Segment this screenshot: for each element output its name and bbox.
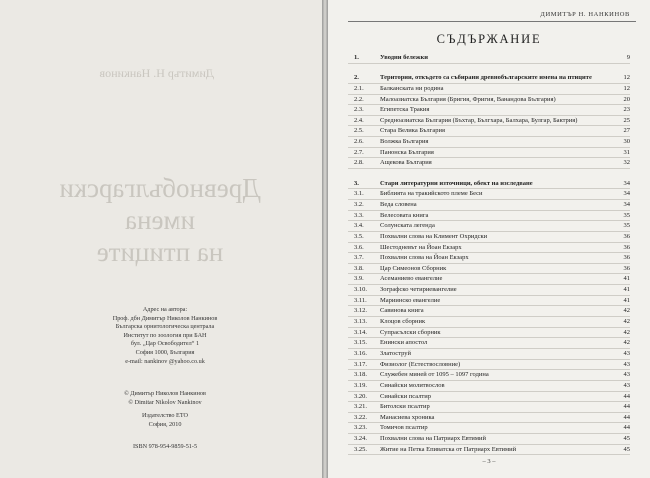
toc-row — [348, 338, 630, 349]
toc-number: 3.9. — [354, 275, 364, 283]
toc-title: Манасиева хроника — [380, 413, 435, 421]
toc-row — [348, 423, 630, 434]
toc-row — [348, 445, 630, 456]
toc-row — [348, 243, 630, 254]
toc-number: 3.21. — [354, 403, 367, 411]
toc-row — [348, 221, 630, 232]
toc-title: Клоцов сборник — [380, 318, 426, 326]
toc-number: 3.17. — [354, 360, 367, 368]
address-line: e-mail: nankinov @yahoo.co.uk — [125, 357, 205, 365]
toc-title: Синайски молитвослов — [380, 381, 445, 389]
toc-row — [348, 328, 630, 339]
toc-page: 43 — [623, 360, 630, 368]
toc-number: 3.6. — [354, 243, 364, 251]
toc-title: Енински апостол — [380, 339, 428, 347]
toc-page: 44 — [623, 424, 630, 432]
toc-number: 3.2. — [354, 200, 364, 208]
toc-number: 2.7. — [354, 148, 364, 156]
address-line: Българска орнитологическа централа — [115, 323, 215, 331]
toc-number: 3.14. — [354, 328, 367, 336]
ghost-title-line: на птиците — [96, 237, 224, 267]
toc-page: 44 — [623, 413, 630, 421]
toc-row — [348, 360, 630, 371]
toc-title: Волжка България — [380, 138, 429, 146]
toc-number: 3.25. — [354, 445, 367, 453]
toc-page: 36 — [623, 264, 630, 272]
ghost-title-line: имена — [125, 205, 195, 235]
toc-number: 3.19. — [354, 381, 367, 389]
toc-title: Житие на Петка Епиватска от Патриарх Евтимий — [380, 445, 517, 453]
toc-title: Малоазиатска България (Бригия, Фригия, Ванандова България) — [380, 95, 556, 103]
toc-number: 2.2. — [354, 95, 364, 103]
toc-title: Битолски псалтир — [380, 403, 430, 411]
ghost-author: Димитър Н. Нанкинов — [99, 66, 214, 80]
toc-title: Средноазиатска България (Бъхтар, Бългхара, Балхара, Булгар, Бактрия) — [380, 116, 578, 124]
toc-row — [348, 306, 630, 317]
toc-row — [348, 95, 630, 106]
toc-title: Стара Велика България — [380, 127, 445, 135]
toc-row — [348, 434, 630, 445]
toc-page: 34 — [623, 190, 630, 198]
toc-page: 36 — [623, 243, 630, 251]
toc-title: Савинова книга — [380, 307, 424, 315]
toc-row — [348, 402, 630, 413]
address-line: Адрес на автора: — [142, 306, 188, 313]
toc-row — [348, 116, 630, 127]
toc-page: 41 — [623, 286, 630, 294]
table-of-contents — [348, 53, 630, 455]
toc-page: 36 — [623, 232, 630, 240]
publisher-line: Издателство ЕТО — [142, 412, 188, 419]
toc-number: 3.15. — [354, 339, 367, 347]
toc-section-row — [348, 73, 630, 84]
toc-title: Супрасълски сборник — [380, 328, 441, 336]
toc-page: 44 — [623, 403, 630, 411]
toc-page: 42 — [623, 318, 630, 326]
copyright-block — [60, 390, 270, 407]
toc-row — [348, 137, 630, 148]
toc-title: Територии, откъдето са събирани древнобългарските имена на птиците — [380, 74, 592, 82]
toc-number: 3.3. — [354, 211, 364, 219]
toc-page: 27 — [623, 127, 630, 135]
toc-number: 2.5. — [354, 127, 364, 135]
toc-title: Стари литературни източници, обект на изследване — [380, 179, 533, 187]
toc-row — [348, 200, 630, 211]
toc-page: 31 — [623, 148, 630, 156]
toc-number: 3.7. — [354, 254, 364, 262]
toc-title: Физиолог (Естествословние) — [380, 360, 461, 368]
toc-title: Велесовата книга — [380, 211, 429, 219]
toc-row — [348, 285, 630, 296]
toc-number: 2.8. — [354, 159, 364, 167]
toc-number: 3.13. — [354, 318, 367, 326]
toc-row — [348, 148, 630, 159]
toc-page: 41 — [623, 275, 630, 283]
toc-title: Уводни бележки — [380, 54, 428, 61]
toc-title: Зографско четириевангелие — [380, 286, 457, 294]
toc-page: 34 — [623, 179, 630, 187]
address-line: Проф. дбн Димитър Николов Нанкинов — [112, 314, 218, 322]
toc-number: 3.18. — [354, 371, 367, 379]
toc-row — [348, 105, 630, 116]
toc-title: Похвални слова на Йоан Екзарх — [380, 254, 469, 262]
publisher-block — [60, 412, 270, 429]
toc-row — [348, 392, 630, 403]
toc-row — [348, 189, 630, 200]
left-page — [0, 0, 322, 478]
toc-row — [348, 264, 630, 275]
toc-page: 43 — [623, 381, 630, 389]
toc-page: 41 — [623, 296, 630, 304]
toc-title: Златоструй — [380, 349, 411, 357]
toc-title: Шестоднeвът на Йоан Екзарх — [380, 243, 462, 251]
toc-row — [348, 317, 630, 328]
toc-title: Египетска Тракия — [380, 106, 430, 114]
toc-number: 2. — [354, 74, 359, 82]
toc-number: 3.11. — [354, 296, 367, 304]
toc-page: 43 — [623, 371, 630, 379]
toc-page: 30 — [623, 138, 630, 146]
header-rule — [348, 21, 636, 22]
toc-number: 2.4. — [354, 116, 364, 124]
toc-page: 20 — [623, 95, 630, 103]
toc-row — [348, 349, 630, 360]
toc-spacer — [348, 169, 630, 179]
toc-number: 3.20. — [354, 392, 367, 400]
toc-row — [348, 413, 630, 424]
page-title: СЪДЪРЖАНИЕ — [436, 32, 542, 46]
toc-number: 3.24. — [354, 435, 367, 443]
toc-number: 3.5. — [354, 232, 364, 240]
toc-page: 42 — [623, 339, 630, 347]
ghost-title — [44, 172, 276, 268]
toc-number: 3.4. — [354, 222, 364, 230]
toc-page: 9 — [626, 54, 630, 61]
toc-number: 3.12. — [354, 307, 367, 315]
toc-title: Мариинско евангелие — [380, 296, 441, 304]
toc-page: 32 — [623, 159, 630, 167]
publisher-line: София, 2010 — [148, 420, 182, 428]
toc-title: Солунската легенда — [380, 222, 435, 230]
toc-title: Синайски псалтир — [380, 392, 432, 400]
toc-title: Похвални слова на Патриарх Евтимий — [380, 435, 486, 443]
toc-title: Томичов псалтир — [380, 424, 428, 432]
toc-page: 34 — [623, 200, 630, 208]
toc-number: 2.6. — [354, 138, 364, 146]
toc-page: 23 — [623, 106, 630, 114]
isbn: ISBN 978-954-9859-51-5 — [132, 443, 198, 450]
toc-section-row — [348, 53, 630, 64]
copyright-line: © Dimitar Nikolov Nankinov — [128, 398, 202, 406]
toc-number: 3.1. — [354, 190, 364, 198]
toc-page: 35 — [623, 211, 630, 219]
toc-page: 42 — [623, 307, 630, 315]
toc-page: 44 — [623, 392, 630, 400]
toc-page: 12 — [623, 84, 630, 92]
toc-title: Панонска България — [380, 148, 434, 156]
toc-number: 2.3. — [354, 106, 364, 114]
toc-row — [348, 274, 630, 285]
toc-row — [348, 370, 630, 381]
ghost-title-line: Древнобългарски — [59, 173, 261, 203]
address-line: София 1000, България — [135, 348, 195, 356]
toc-row — [348, 253, 630, 264]
toc-row — [348, 84, 630, 95]
running-head: ДИМИТЪР Н. НАНКИНОВ — [540, 11, 630, 18]
toc-title: Веда словена — [380, 200, 417, 208]
toc-title: Библията на тракийското племе Беси — [380, 190, 483, 198]
toc-title: Ащекова България — [380, 159, 432, 167]
toc-number: 3.8. — [354, 264, 364, 272]
toc-number: 3.22. — [354, 413, 367, 421]
right-page — [328, 0, 650, 478]
toc-section-row — [348, 179, 630, 190]
toc-row — [348, 381, 630, 392]
toc-title: Похвални слова на Климент Охридски — [380, 232, 488, 240]
toc-number: 3.10. — [354, 286, 367, 294]
toc-title: Служебен миней от 1095 – 1097 година — [380, 371, 489, 379]
toc-row — [348, 232, 630, 243]
toc-row — [348, 158, 630, 169]
toc-row — [348, 296, 630, 307]
toc-row — [348, 126, 630, 137]
author-address — [60, 306, 270, 366]
toc-page: 45 — [623, 445, 630, 453]
address-line: Институт по зоология при БАН — [123, 331, 207, 339]
toc-page: 12 — [623, 74, 630, 82]
toc-row — [348, 211, 630, 222]
copyright-line: © Димитър Николов Нанкинов — [124, 390, 206, 397]
toc-number: 3. — [354, 179, 359, 187]
toc-page: 36 — [623, 254, 630, 262]
page-number: – 3 – — [482, 458, 496, 465]
toc-number: 2.1. — [354, 84, 364, 92]
toc-title: Цар Симеонов Сборник — [380, 264, 447, 272]
toc-page: 35 — [623, 222, 630, 230]
toc-title: Асеманиево евангелие — [380, 275, 443, 283]
toc-number: 1. — [354, 54, 359, 61]
toc-title: Балканската ни родина — [380, 84, 444, 92]
toc-spacer — [348, 64, 630, 74]
toc-page: 43 — [623, 349, 630, 357]
toc-page: 42 — [623, 328, 630, 336]
toc-number: 3.23. — [354, 424, 367, 432]
toc-number: 3.16. — [354, 349, 367, 357]
address-line: бул. „Цар Освободител“ 1 — [130, 340, 200, 348]
toc-page: 25 — [623, 116, 630, 124]
toc-page: 45 — [623, 435, 630, 443]
